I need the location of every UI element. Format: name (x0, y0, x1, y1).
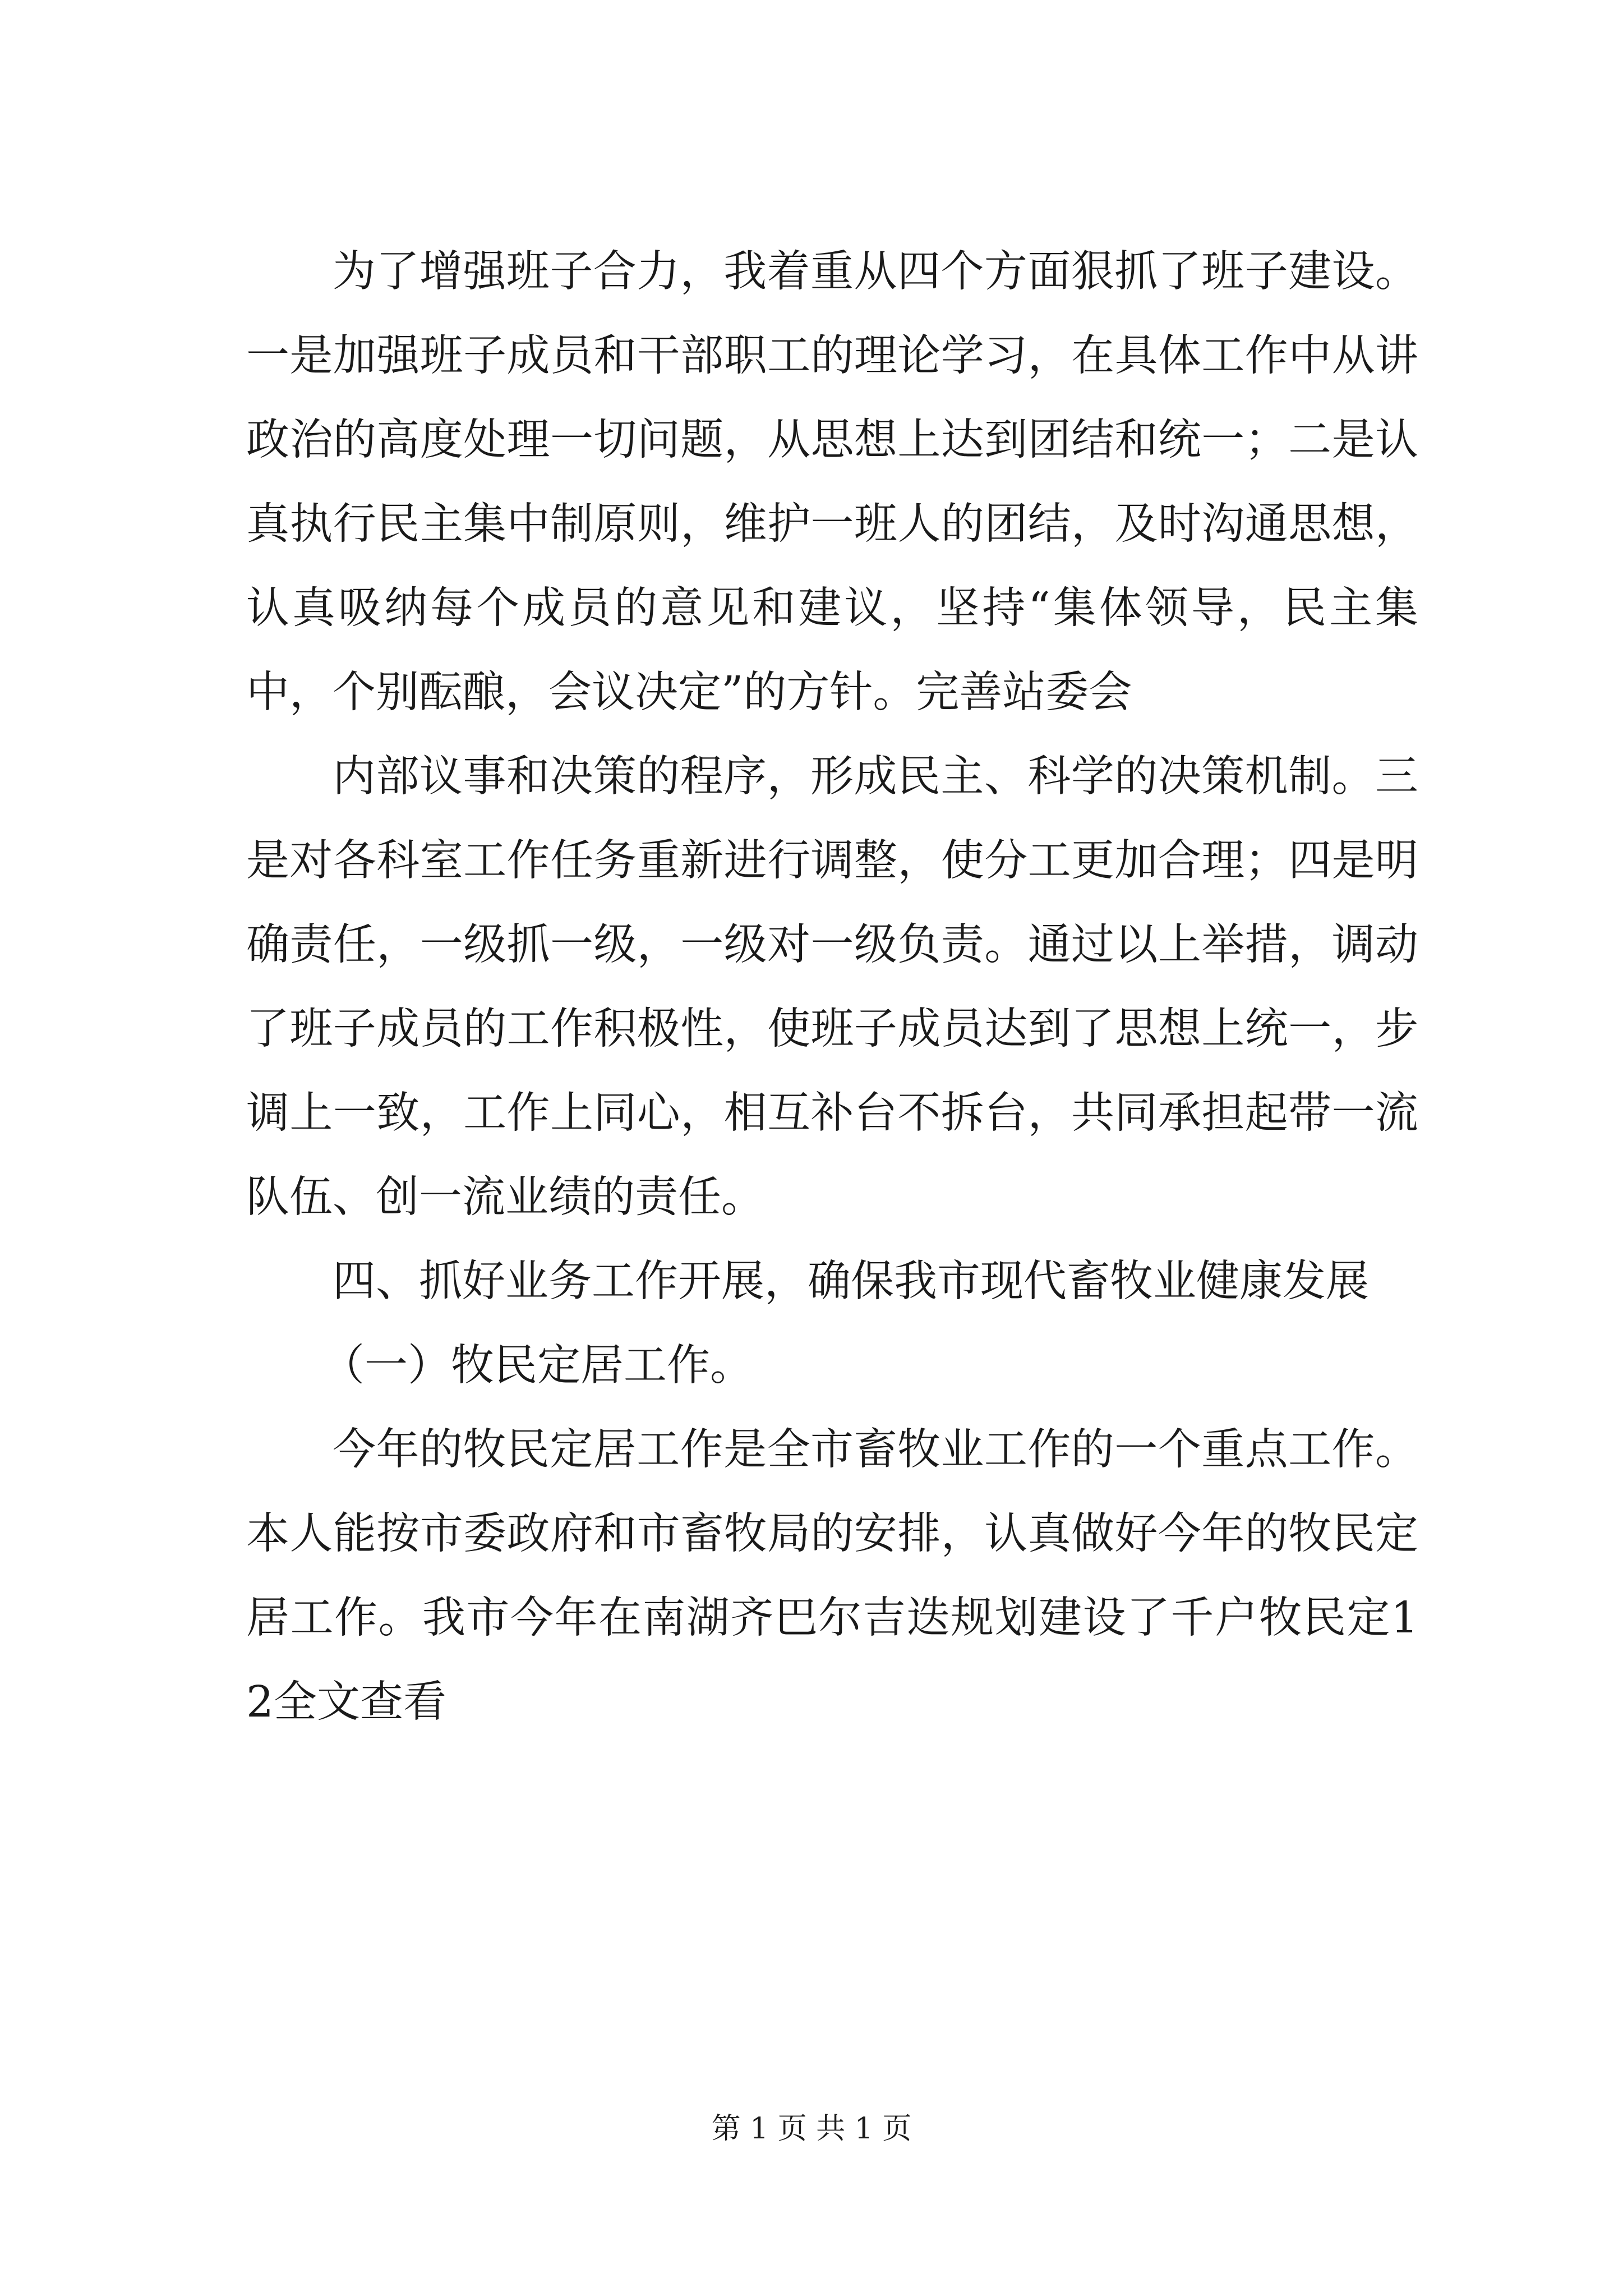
page-number-footer: 第 1 页 共 1 页 (711, 2112, 912, 2146)
paragraph-herder-settlement: 今年的牧民定居工作是全市畜牧业工作的一个重点工作。本人能按市委政府和市畜牧局的安排，认真做好今年的牧民定居工作。我市今年在南湖齐巴尔吉迭规划建设了千户牧民定12全文查看 (246, 1425, 1418, 1727)
paragraph-team-building: 为了增强班子合力，我着重从四个方面狠抓了班子建设。一是加强班子成员和干部职工的理论学习，在具体工作中从讲政治的高度处理一切问题，从思想上达到团结和统一；二是认真执行民主集中制原则，维护一班人的团结，及时沟通思想，认真吸纳每个成员的意见和建议，坚持“集体领导，民主集中，个别酝酿，会议决定”的方针。完善站委会 (246, 247, 1418, 717)
paragraph-decision-mechanism: 内部议事和决策的程序，形成民主、科学的决策机制。三是对各科室工作任务重新进行调整，使分工更加合理；四是明确责任，一级抓一级，一级对一级负责。通过以上举措，调动了班子成员的工作积极性，使班子成员达到了思想上统一，步调上一致，工作上同心，相互补台不拆台，共同承担起带一流队伍、创一流业绩的责任。 (246, 752, 1418, 1222)
section-heading: 四、抓好业务工作开展，确保我市现代畜牧业健康发展 (333, 1257, 1369, 1306)
document-body (246, 230, 1418, 1745)
subsection-heading: （一）牧民定居工作。 (321, 1341, 753, 1391)
